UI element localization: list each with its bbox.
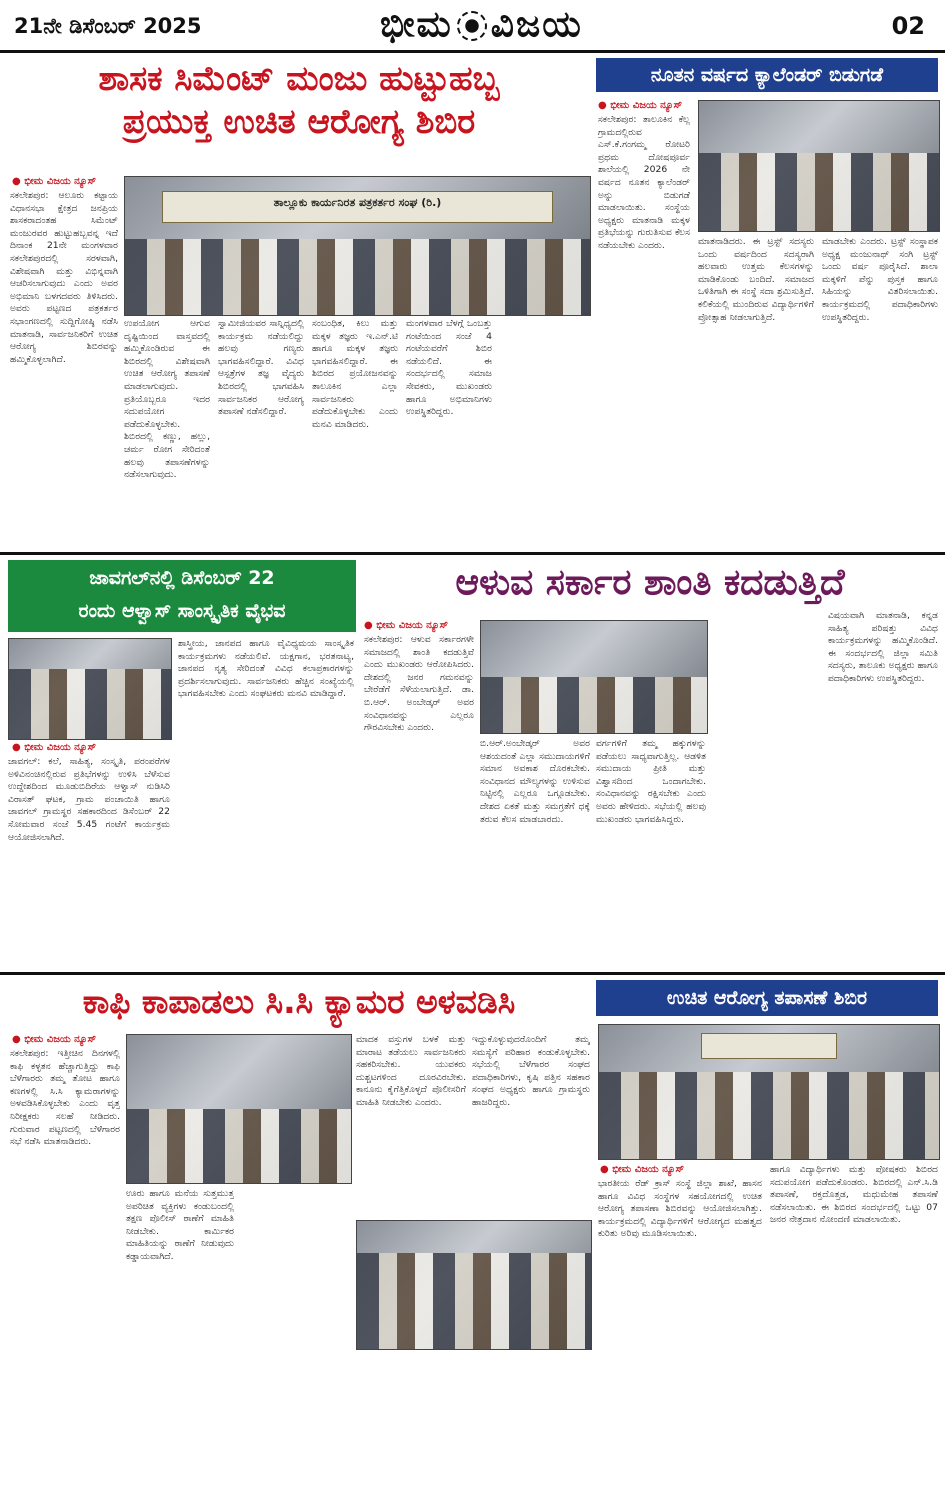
story5-headline: ಕಾಫಿ ಕಾಪಾಡಲು ಸಿ.ಸಿ ಕ್ಯಾಮರ ಅಳವಡಿಸಿ bbox=[82, 982, 516, 1021]
sun-emblem-icon bbox=[457, 11, 487, 41]
story6-headline: ಉಚಿತ ಆರೋಗ್ಯ ತಪಾಸಣೆ ಶಿಬಿರ bbox=[596, 980, 938, 1016]
story2-column-3: ಮಾಡಬೇಕು ಎಂದರು. ಟ್ರಸ್ಟ್ ಸಂಸ್ಥಾಪಕ ಅಧ್ಯಕ್ಷ ಮಂಜುನಾಥ್ ಸಂಗಿ ಟ್ರಸ್ಟ್ ಒಂದು ವರ್ಷ ಪೂರೈಸಿದೆ. ಶಾಲಾ ಮಕ್ಕಳಿಗೆ ಪೆನ್ನು ಪುಸ್ತಕ ಹಾಗೂ ಸಿಹಿಯನ್ನು ವಿತರಿಸಲಾಯಿತು. ಕಾರ್ಯಕ್ರಮದಲ್ಲಿ ಪದಾಧಿಕಾರಿಗಳು ಉಪಸ್ಥಿತರಿದ್ದರು. bbox=[822, 236, 938, 323]
story4-column-3: ವರ್ಗಗಳಿಗೆ ತಮ್ಮ ಹಕ್ಕುಗಳನ್ನು ಪಡೆಯಲು ಸಾಧ್ಯವಾಗುತ್ತಿಲ್ಲ. ಆಡಳಿತ ಸಮುದಾಯ ಪ್ರೀತಿ ಮತ್ತು ವಿಶ್ವಾಸದಿಂದ ಒಂದಾಗಬೇಕು. ಸಂವಿಧಾನವನ್ನು ರಕ್ಷಿಸಬೇಕು ಎಂದು ಅವರು ಹೇಳಿದರು. ಸಭೆಯಲ್ಲಿ ಹಲವು ಮುಖಂಡರು ಭಾಗವಹಿಸಿದ್ದರು. bbox=[596, 738, 706, 825]
story4-column-4: ವಿಷಯವಾಗಿ ಮಾತನಾಡಿ, ಕನ್ನಡ ಸಾಹಿತ್ಯ ಪರಿಷತ್ತು ವಿವಿಧ ಕಾರ್ಯಕ್ರಮಗಳನ್ನು ಹಮ್ಮಿಕೊಂಡಿದೆ. ಈ ಸಂದರ್ಭದಲ್ಲಿ ಜಿಲ್ಲಾ ಸಮಿತಿ ಸದಸ್ಯರು, ತಾಲೂಕು ಅಧ್ಯಕ್ಷರು ಹಾಗೂ ಪದಾಧಿಕಾರಿಗಳು ಉಪಸ್ಥಿತರಿದ್ದರು. bbox=[828, 610, 938, 684]
section-divider-2 bbox=[0, 972, 945, 975]
story1-column-2: ಉಪಯೋಗ ಆಗುವ ದೃಷ್ಟಿಯಿಂದ ವಾಸ್ತವದಲ್ಲಿ ಹಮ್ಮಿಕೊಂಡಿರುವ ಈ ಶಿಬಿರದಲ್ಲಿ ವಿಶೇಷವಾಗಿ ಉಚಿತ ಆರೋಗ್ಯ ತಪಾಸಣೆ ಮಾಡಲಾಗುವುದು. ಪ್ರತಿಯೊಬ್ಬರೂ ಇದರ ಸದುಪಯೋಗ ಪಡೆದುಕೊಳ್ಳಬೇಕು. ಶಿಬಿರದಲ್ಲಿ ಕಣ್ಣು, ಹಲ್ಲು, ಚರ್ಮ ರೋಗ ಸೇರಿದಂತೆ ಹಲವು ತಪಾಸಣೆಗಳನ್ನು ನಡೆಸಲಾಗುವುದು. bbox=[124, 318, 210, 481]
story4-column-1: ಸಕಲೇಶಪುರ: ಆಳುವ ಸರ್ಕಾರಗಳೇ ಸಮಾಜದಲ್ಲಿ ಶಾಂತಿ ಕದಡುತ್ತಿವೆ ಎಂದು ಮುಖಂಡರು ಆರೋಪಿಸಿದರು. ದೇಶದಲ್ಲಿ ಜನರ ಗಮನವನ್ನು ಬೇರೆಡೆಗೆ ಸೆಳೆಯಲಾಗುತ್ತಿದೆ. ಡಾ. ಬಿ.ಆರ್. ಅಂಬೇಡ್ಕರ್ ಅವರ ಸಂವಿಧಾನವನ್ನು ಎಲ್ಲರೂ ಗೌರವಿಸಬೇಕು ಎಂದರು. bbox=[364, 634, 474, 734]
story5-column-2: ಊರು ಹಾಗೂ ಮನೆಯ ಸುತ್ತಮುತ್ತ ಅಪರಿಚಿತ ವ್ಯಕ್ತಿಗಳು ಕಂಡುಬಂದಲ್ಲಿ ತಕ್ಷಣ ಪೊಲೀಸ್ ಠಾಣೆಗೆ ಮಾಹಿತಿ ನೀಡಬೇಕು. ಕಾರ್ಮಿಕರ ಮಾಹಿತಿಯನ್ನು ಠಾಣೆಗೆ ನೀಡುವುದು ಕಡ್ಡಾಯವಾಗಿದೆ. bbox=[126, 1188, 234, 1262]
story3-column-1: ಜಾವಗಲ್: ಕಲೆ, ಸಾಹಿತ್ಯ, ಸಂಸ್ಕೃತಿ, ಪರಂಪರೆಗಳ ಅಳಿವಿನಂಚಿನಲ್ಲಿರುವ ಪ್ರತಿಭೆಗಳನ್ನು ಉಳಿಸಿ ಬೆಳೆಸುವ ಉದ್ದೇಶದಿಂದ ಮೂಡುಬಿದಿರೆಯ ಆಳ್ವಾಸ್ ನುಡಿಸಿರಿ ವಿರಾಸತ್ ಘಟಕ, ಗ್ರಾಮ ಪಂಚಾಯಿತಿ ಹಾಗೂ ಜಾವಗಲ್ ಗ್ರಾಮಸ್ಥರ ಸಹಕಾರದಿಂದ ಡಿಸೆಂಬರ್ 22 ಸೋಮವಾರ ಸಂಜೆ 5.45 ಗಂಟೆಗೆ ಕಾರ್ಯಕ್ರಮ ಆಯೋಜಿಸಲಾಗಿದೆ. bbox=[8, 756, 170, 843]
title-left: ಭೀಮ bbox=[380, 4, 453, 45]
story2-column-2: ಮಾತನಾಡಿದರು. ಈ ಟ್ರಸ್ಟ್ ಸದಸ್ಯರು ಒಂದು ವರ್ಷದಿಂದ ಸದಸ್ಯರಾಗಿ ಹಲವಾರು ಉತ್ತಮ ಕೆಲಸಗಳನ್ನು ಮಾಡಿಕೊಂಡು ಬಂದಿದೆ. ಸಮಾಜದ ಒಳಿತಿಗಾಗಿ ಈ ಸಂಸ್ಥೆ ಸದಾ ಶ್ರಮಿಸುತ್ತಿದೆ. ಕಲಿಕೆಯಲ್ಲಿ ಮುಂದಿರುವ ವಿದ್ಯಾರ್ಥಿಗಳಿಗೆ ಪ್ರೋತ್ಸಾಹ ನೀಡಲಾಗುತ್ತಿದೆ. bbox=[698, 236, 814, 323]
story3-column-2: ಶಾಸ್ತ್ರೀಯ, ಜಾನಪದ ಹಾಗೂ ವೈವಿಧ್ಯಮಯ ಸಾಂಸ್ಕೃತಿಕ ಕಾರ್ಯಕ್ರಮಗಳು ನಡೆಯಲಿವೆ. ಯಕ್ಷಗಾನ, ಭರತನಾಟ್ಯ, ಜಾನಪದ ನೃತ್ಯ ಸೇರಿದಂತೆ ವಿವಿಧ ಕಲಾಪ್ರಕಾರಗಳನ್ನು ಪ್ರದರ್ಶಿಸಲಾಗುವುದು. ಸಾರ್ವಜನಿಕರು ಹೆಚ್ಚಿನ ಸಂಖ್ಯೆಯಲ್ಲಿ ಭಾಗವಹಿಸಬೇಕು ಎಂದು ಸಂಘಟಕರು ಮನವಿ ಮಾಡಿದ್ದಾರೆ. bbox=[178, 638, 354, 700]
photo-banner-text: ತಾಲ್ಲೂಕು ಕಾರ್ಯನಿರತ ಪತ್ರಕರ್ತರ ಸಂಘ (ರಿ.) bbox=[273, 195, 442, 209]
story6-column-1: ಭಾರತೀಯ ರೆಡ್ ಕ್ರಾಸ್ ಸಂಸ್ಥೆ ಜಿಲ್ಲಾ ಶಾಖೆ, ಹಾಸನ ಹಾಗೂ ವಿವಿಧ ಸಂಸ್ಥೆಗಳ ಸಹಯೋಗದಲ್ಲಿ ಉಚಿತ ಆರೋಗ್ಯ ತಪಾಸಣಾ ಶಿಬಿರವನ್ನು ಆಯೋಜಿಸಲಾಗಿತ್ತು. ಕಾರ್ಯಕ್ರಮದಲ್ಲಿ ವಿದ್ಯಾರ್ಥಿಗಳಿಗೆ ಆರೋಗ್ಯದ ಮಹತ್ವದ ಕುರಿತು ಅರಿವು ಮೂಡಿಸಲಾಯಿತು. bbox=[598, 1178, 762, 1240]
story3-photo bbox=[8, 638, 172, 740]
story4-byline: ● ಭೀಮ ವಿಜಯ ನ್ಯೂಸ್ bbox=[364, 620, 449, 631]
story6-byline: ● ಭೀಮ ವಿಜಯ ನ್ಯೂಸ್ bbox=[600, 1164, 685, 1175]
story5-column-3: ಮಾದಕ ವಸ್ತುಗಳ ಬಳಕೆ ಮತ್ತು ಮಾರಾಟ ತಡೆಯಲು ಸಾರ್ವಜನಿಕರು ಸಹಕರಿಸಬೇಕು. ಯುವಕರು ದುಶ್ಚಟಗಳಿಂದ ದೂರವಿರಬೇಕು. ಕಾನೂನು ಕೈಗೆತ್ತಿಕೊಳ್ಳದೆ ಪೊಲೀಸರಿಗೆ ಮಾಹಿತಿ ನೀಡಬೇಕು ಎಂದರು. bbox=[356, 1034, 466, 1108]
story4-column-2: ಬಿ.ಆರ್.ಅಂಬೇಡ್ಕರ್ ಅವರ ಆಶಯದಂತೆ ಎಲ್ಲಾ ಸಮುದಾಯಗಳಿಗೆ ಸಮಾನ ಅವಕಾಶ ದೊರಕಬೇಕು. ಸಂವಿಧಾನದ ಮೌಲ್ಯಗಳನ್ನು ಉಳಿಸುವ ನಿಟ್ಟಿನಲ್ಲಿ ಎಲ್ಲರೂ ಒಗ್ಗೂಡಬೇಕು. ದೇಶದ ಏಕತೆ ಮತ್ತು ಸಮಗ್ರತೆಗೆ ಧಕ್ಕೆ ತರುವ ಕೆಲಸ ಮಾಡಬಾರದು. bbox=[480, 738, 590, 825]
story2-photo bbox=[698, 100, 940, 232]
story1-byline: ● ಭೀಮ ವಿಜಯ ನ್ಯೂಸ್ bbox=[12, 176, 97, 187]
masthead bbox=[0, 0, 945, 53]
story2-byline: ● ಭೀಮ ವಿಜಯ ನ್ಯೂಸ್ bbox=[598, 100, 683, 111]
story5-photo-1 bbox=[126, 1034, 352, 1184]
story2-headline: ನೂತನ ವರ್ಷದ ಕ್ಯಾಲೆಂಡರ್ ಬಿಡುಗಡೆ bbox=[596, 58, 938, 92]
story1-photo bbox=[124, 176, 591, 316]
story5-column-1: ಸಕಲೇಶಪುರ: ಇತ್ತೀಚಿನ ದಿನಗಳಲ್ಲಿ ಕಾಫಿ ಕಳ್ಳತನ ಹೆಚ್ಚಾಗುತ್ತಿದ್ದು ಕಾಫಿ ಬೆಳೆಗಾರರು ತಮ್ಮ ತೋಟ ಹಾಗೂ ಕಣಗಳಲ್ಲಿ ಸಿ.ಸಿ ಕ್ಯಾಮರಾಗಳನ್ನು ಅಳವಡಿಸಿಕೊಳ್ಳಬೇಕು ಎಂದು ವೃತ್ತ ನಿರೀಕ್ಷಕರು ಸಲಹೆ ನೀಡಿದರು. ಗುರುವಾರ ಪಟ್ಟಣದಲ್ಲಿ ಬೆಳೆಗಾರರ ಸಭೆ ನಡೆಸಿ ಮಾತನಾಡಿದರು. bbox=[10, 1048, 120, 1148]
section-divider bbox=[0, 552, 945, 555]
story2-column-1: ಸಕಲೇಶಪುರ: ತಾಲೂಕಿನ ಕೆಲ್ಲ ಗ್ರಾಮದಲ್ಲಿರುವ ಎಸ್.ಕೆ.ಗಂಗಮ್ಮ ರೋಟರಿ ಪ್ರಥಮ ದೋಷಪೂರ್ವ ಶಾಲೆಯಲ್ಲಿ 2026 ನೇ ವರ್ಷದ ನೂತನ ಕ್ಯಾಲೆಂಡರ್ ಅನ್ನು ಬಿಡುಗಡೆ ಮಾಡಲಾಯಿತು. ಸಂಸ್ಥೆಯ ಅಧ್ಯಕ್ಷರು ಮಾತನಾಡಿ ಮಕ್ಕಳ ಪ್ರತಿಭೆಯನ್ನು ಗುರುತಿಸುವ ಕೆಲಸ ನಡೆಯಬೇಕು ಎಂದರು. bbox=[598, 114, 690, 251]
story4-headline: ಆಳುವ ಸರ್ಕಾರ ಶಾಂತಿ ಕದಡುತ್ತಿದೆ bbox=[455, 562, 845, 603]
title-right: ವಿಜಯ bbox=[490, 4, 583, 45]
story5-column-2b bbox=[240, 1188, 350, 1498]
story4-column-3b bbox=[712, 610, 822, 966]
story5-column-4: ಇದ್ದುಕೊಳ್ಳುವುದರೊಂದಿಗೆ ತಮ್ಮ ಸಮಸ್ಯೆಗೆ ಪರಿಹಾರ ಕಂಡುಕೊಳ್ಳಬೇಕು. ಸಭೆಯಲ್ಲಿ ಬೆಳೆಗಾರರ ಸಂಘದ ಪದಾಧಿಕಾರಿಗಳು, ಕೃಷಿ ಪತ್ತಿನ ಸಹಕಾರ ಸಂಘದ ಅಧ್ಯಕ್ಷರು ಹಾಗೂ ಗ್ರಾಮಸ್ಥರು ಹಾಜರಿದ್ದರು. bbox=[472, 1034, 590, 1108]
newspaper-title bbox=[380, 4, 583, 46]
story1-column-3: ಸ್ವಾಮೀಜಿಯವರ ಸಾನ್ನಿಧ್ಯದಲ್ಲಿ ಕಾರ್ಯಕ್ರಮ ನಡೆಯಲಿದ್ದು ಹಲವು ಗಣ್ಯರು ಭಾಗವಹಿಸಲಿದ್ದಾರೆ. ವಿವಿಧ ಆಸ್ಪತ್ರೆಗಳ ತಜ್ಞ ವೈದ್ಯರು ಶಿಬಿರದಲ್ಲಿ ಭಾಗವಹಿಸಿ ಸಾರ್ವಜನಿಕರ ಆರೋಗ್ಯ ತಪಾಸಣೆ ನಡೆಸಲಿದ್ದಾರೆ. bbox=[218, 318, 304, 418]
issue-date: 21ನೇ ಡಿಸೆಂಬರ್ 2025 bbox=[14, 14, 202, 38]
story5-byline: ● ಭೀಮ ವಿಜಯ ನ್ಯೂಸ್ bbox=[12, 1034, 97, 1045]
story3-headline: ಜಾವಗಲ್‌ನಲ್ಲಿ ಡಿಸೆಂಬರ್ 22 ರಂದು ಆಳ್ವಾಸ್ ಸಾಂಸ್ಕೃತಿಕ ವೈಭವ bbox=[8, 560, 356, 632]
story5-photo-2 bbox=[356, 1220, 592, 1350]
story1-column-4: ಸಂಬಂಧಿತ, ಕಿಲು ಮತ್ತು ಮಕ್ಕಳ ತಜ್ಞರು ಇ.ಎನ್.ಟಿ ಹಾಗೂ ಮಕ್ಕಳ ತಜ್ಞರು ಭಾಗವಹಿಸಲಿದ್ದಾರೆ. ಈ ಶಿಬಿರದ ಪ್ರಯೋಜನವನ್ನು ತಾಲೂಕಿನ ಎಲ್ಲಾ ಸಾರ್ವಜನಿಕರು ಪಡೆದುಕೊಳ್ಳಬೇಕು ಎಂದು ಮನವಿ ಮಾಡಿದರು. bbox=[312, 318, 398, 430]
story3-byline: ● ಭೀಮ ವಿಜಯ ನ್ಯೂಸ್ bbox=[12, 742, 97, 753]
story1-headline: ಶಾಸಕ ಸಿಮೆಂಟ್ ಮಂಜು ಹುಟ್ಟುಹಬ್ಬ ಪ್ರಯುಕ್ತ ಉಚಿತ ಆರೋಗ್ಯ ಶಿಬಿರ bbox=[98, 59, 500, 142]
story1-column-1: ಸಕಲೇಶಪುರ: ಆಲೂರು ಕಟ್ಟಾಯ ವಿಧಾನಸಭಾ ಕ್ಷೇತ್ರದ ಜನಪ್ರಿಯ ಶಾಸಕರಾದಂತಹ ಸಿಮೆಂಟ್ ಮಂಜುರವರ ಹುಟ್ಟುಹಬ್ಬವನ್ನ ಇದೆ ದಿನಾಂಕ 21ನೇ ಮಂಗಳವಾರ ಸಕಲೇಶಪುರದಲ್ಲಿ ಸರಳವಾಗಿ, ವಿಶೇಷವಾಗಿ ಮತ್ತು ವಿಭಿನ್ನವಾಗಿ ಆಚರಿಸಲಾಗುವುದು ಎಂದು ಅವರ ಅಭಿಮಾನಿ ಬಳಗದವರು ತಿಳಿಸಿದರು. ಅವರು ಪಟ್ಟಣದ ಪತ್ರಕರ್ತರ ಸಭಾಂಗಣದಲ್ಲಿ ಸುದ್ದಿಗೋಷ್ಠಿ ನಡೆಸಿ ಮಾತನಾಡಿ, ಸಾರ್ವಜನಿಕರಿಗೆ ಉಚಿತ ಆರೋಗ್ಯ ಶಿಬಿರವನ್ನು ಹಮ್ಮಿಕೊಳ್ಳಲಾಗಿದೆ. bbox=[10, 190, 118, 365]
page-number: 02 bbox=[891, 12, 925, 40]
story6-photo bbox=[598, 1024, 940, 1160]
story5-column-5 bbox=[356, 1354, 590, 1498]
story6-column-2: ಹಾಗೂ ವಿದ್ಯಾರ್ಥಿಗಳು ಮತ್ತು ಪೋಷಕರು ಶಿಬಿರದ ಸದುಪಯೋಗ ಪಡೆದುಕೊಂಡರು. ಶಿಬಿರದಲ್ಲಿ ಎನ್.ಸಿ.ಡಿ ತಪಾಸಣೆ, ರಕ್ತದೊತ್ತಡ, ಮಧುಮೇಹ ತಪಾಸಣೆ ನಡೆಸಲಾಯಿತು. ಈ ಶಿಬಿರದ ಸಂದರ್ಭದಲ್ಲಿ ಒಟ್ಟು 07 ಜನರ ನೇತ್ರದಾನ ನೋಂದಣಿ ಮಾಡಲಾಯಿತು. bbox=[770, 1164, 938, 1226]
story4-photo bbox=[480, 620, 708, 734]
story1-column-5: ಮಂಗಳವಾರ ಬೆಳಗ್ಗೆ ಒಂಬತ್ತು ಗಂಟೆಯಿಂದ ಸಂಜೆ 4 ಗಂಟೆಯವರೆಗೆ ಶಿಬಿರ ನಡೆಯಲಿದೆ. ಈ ಸಂದರ್ಭದಲ್ಲಿ ಸಮಾಜ ಸೇವಕರು, ಮುಖಂಡರು ಹಾಗೂ ಅಭಿಮಾನಿಗಳು ಉಪಸ್ಥಿತರಿದ್ದರು. bbox=[406, 318, 492, 418]
